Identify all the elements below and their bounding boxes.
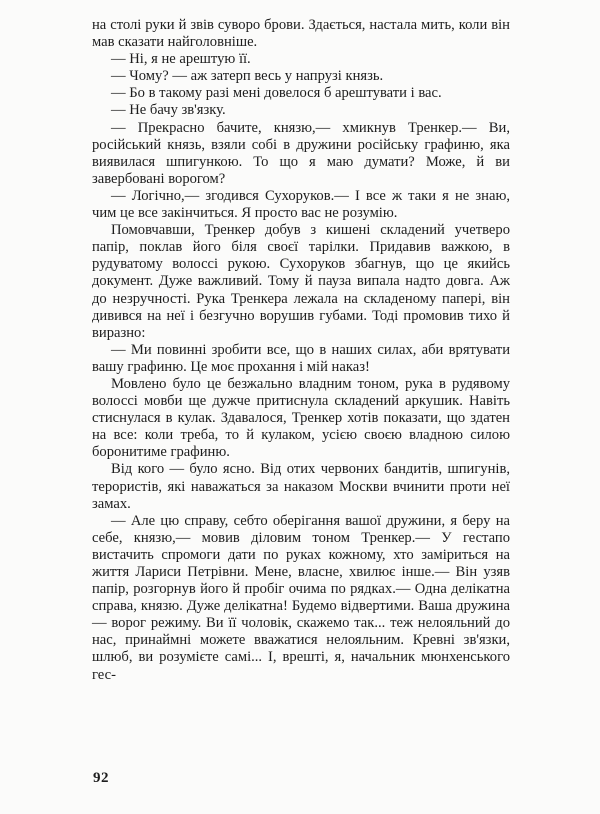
- paragraph-2: — Ні, я не арештую її.: [111, 51, 251, 68]
- paragraph-4: — Бо в такому разі мені довелося б арештувати і вас.: [111, 85, 442, 102]
- paragraph-10: Мовлено було це безжально владним тоном, рука в рудявому волоссі мовби ще дужче притиснула складений аркушик. Навіть стиснулася в кулак. Здавалося, Тренкер хотів показати, що здатен на все: коли треба, то й кулаком, усією своєю владною силою боронитиме графиню.: [92, 375, 510, 461]
- paragraph-12: — Але цю справу, себто оберігання вашої дружини, я беру на себе, князю,— мовив діловим тоном Тренкер.— У гестапо вистачить спромоги дати по руках кожному, хто заміриться на життя Лариси Петрівни. Мене, власне, хвилює інше.— Він узяв папір, розгорнув його й пробіг очима по рядках.— Одна делікатна справа, князю. Дуже делікатна! Будемо відвертими. Ваша дружина — ворог режиму. Ви її чоловік, скажемо так... теж нелояльний до нас, принаймні можете вважатися нелояльним. Кревні зв'язки, шлюб, ви розумієте самі... І, врешті, я, начальник мюнхенського гес-: [92, 512, 510, 683]
- paragraph-5: — Не бачу зв'язку.: [111, 102, 226, 119]
- paragraph-1: на столі руки й звів суворо брови. Здається, настала мить, коли він мав сказати найголовніше.: [92, 17, 510, 51]
- paragraph-9: — Ми повинні зробити все, що в наших силах, аби врятувати вашу графиню. Це моє прохання і мій наказ!: [92, 341, 510, 375]
- paragraph-3: — Чому? — аж затерп весь у напрузі князь.: [111, 68, 384, 85]
- page-text: [92, 17, 510, 684]
- paragraph-8: Помовчавши, Тренкер добув з кишені складений учетверо папір, поклав його біля своєї тарілки. Придавив важкою, в рудуватому волоссі рукою. Сухоруков збагнув, що це якийсь документ. Дуже важливий. Тому й пауза випала надто довга. Аж до незручності. Рука Тренкера лежала на складеному папері, він дивився на неї і безгучно ворушив губами. Тоді промовив тихо й виразно:: [92, 222, 510, 341]
- paragraph-7: — Логічно,— згодився Сухоруков.— І все ж таки я не знаю, чим це все закінчиться. Я просто вас не розумію.: [92, 187, 510, 222]
- paragraph-11: Від кого — було ясно. Від отих червоних бандитів, шпигунів, терористів, які наважаться за наказом Москви вчинити проти неї замах.: [92, 461, 510, 512]
- paragraph-6: — Прекрасно бачите, князю,— хмикнув Тренкер.— Ви, російський князь, взяли собі в дружини російську графиню, яка виявилася шпигункою. То що я маю думати? Може, й ви завербовані ворогом?: [92, 119, 510, 187]
- page-number: 92: [93, 770, 109, 786]
